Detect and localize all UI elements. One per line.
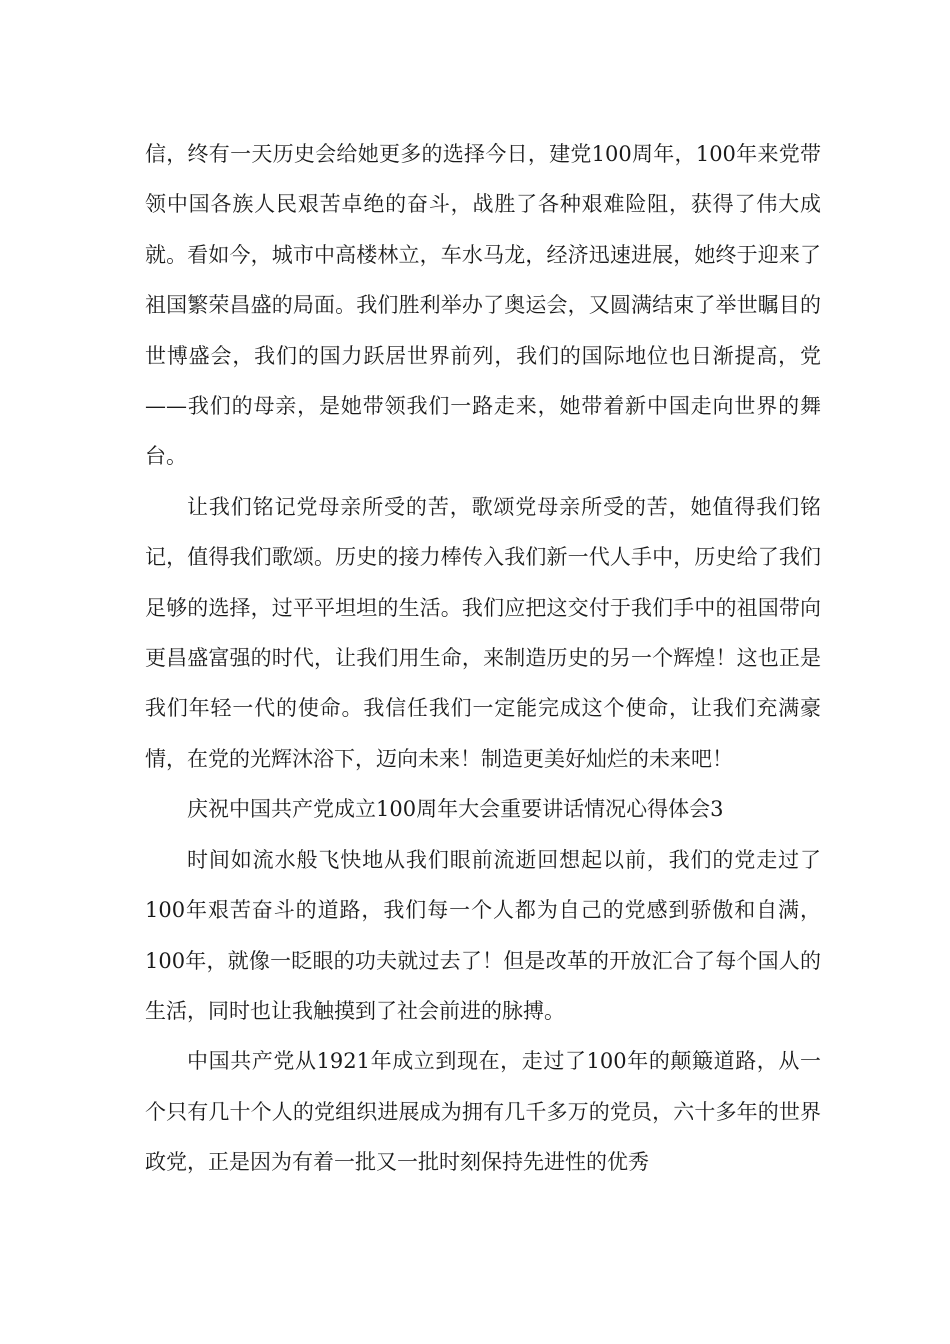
paragraph-2: 让我们铭记党母亲所受的苦，歌颂党母亲所受的苦，她值得我们铭记，值得我们歌颂。历史的接力棒传入我们新一代人手中，历史给了我们足够的选择，过平平坦坦的生活。我们应把这交付于我们手中的祖国带向更昌盛富强的时代，让我们用生命，来制造历史的另一个辉煌！这也正是我们年轻一代的使命。我信任我们一定能完成这个使命，让我们充满豪情，在党的光辉沐浴下，迈向未来！制造更美好灿烂的未来吧！ [145, 494, 821, 771]
body-text [145, 129, 821, 1188]
paragraph-3: 时间如流水般飞快地从我们眼前流逝回想起以前，我们的党走过了100年艰苦奋斗的道路，我们每一个人都为自己的党感到骄傲和自满，100年，就像一眨眼的功夫就过去了！但是改革的开放汇合了每个国人的生活，同时也让我触摸到了社会前进的脉搏。 [145, 847, 821, 1023]
section-heading: 庆祝中国共产党成立100周年大会重要讲话情况心得体会3 [187, 797, 724, 822]
paragraph-4: 中国共产党从1921年成立到现在，走过了100年的颠簸道路，从一个只有几十个人的党组织进展成为拥有几千多万的党员，六十多年的世界政党，正是因为有着一批又一批时刻保持先进性的优秀 [145, 1049, 821, 1175]
paragraph-1: 信，终有一天历史会给她更多的选择今日，建党100周年，100年来党带领中国各族人民艰苦卓绝的奋斗，战胜了各种艰难险阻，获得了伟大成就。看如今，城市中高楼林立，车水马龙，经济迅速进展，她终于迎来了祖国繁荣昌盛的局面。我们胜利举办了奥运会，又圆满结束了举世瞩目的世博盛会，我们的国力跃居世界前列，我们的国际地位也日渐提高，党——我们的母亲，是她带领我们一路走来，她带着新中国走向世界的舞台。 [145, 142, 821, 469]
